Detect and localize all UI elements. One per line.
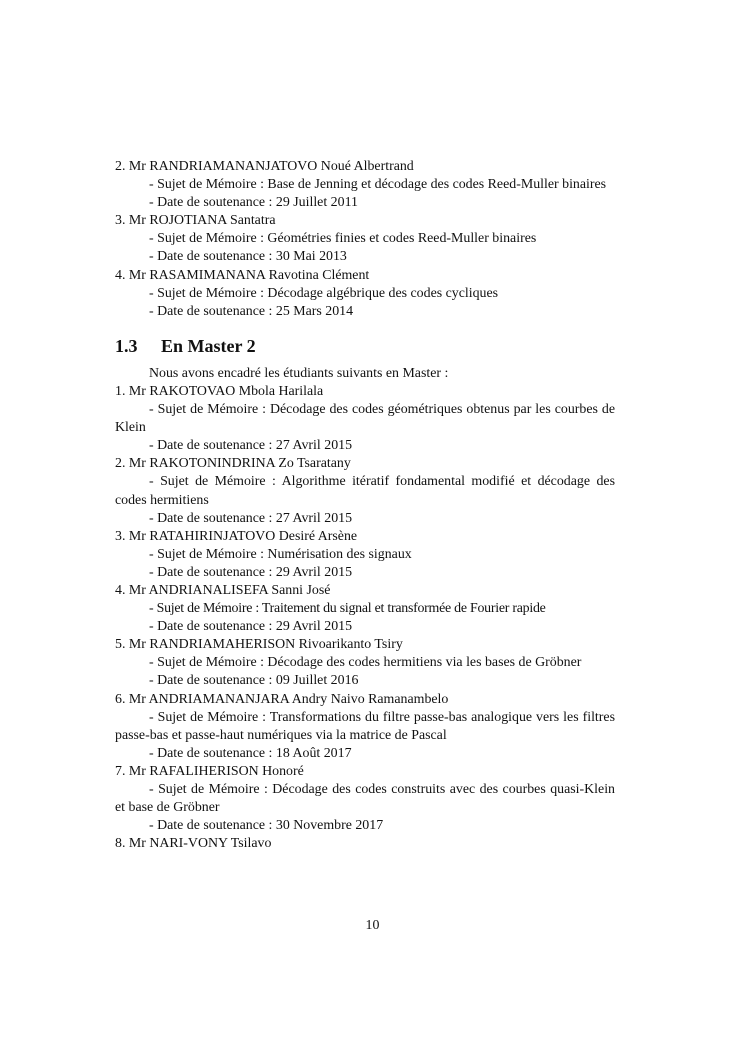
student-name: 3. Mr RATAHIRINJATOVO Desiré Arsène xyxy=(115,528,358,544)
student-entry xyxy=(115,455,615,527)
thesis-subject: - Sujet de Mémoire : Décodage algébrique des codes cycliques xyxy=(149,285,499,301)
defense-date: - Date de soutenance : 25 Mars 2014 xyxy=(149,303,354,319)
thesis-subject: - Sujet de Mémoire : Base de Jenning et décodage des codes Reed-Muller binaires xyxy=(149,177,607,193)
thesis-subject: - Sujet de Mémoire : Algorithme itératif fondamental modifié et décodage des codes hermitiens xyxy=(115,474,615,508)
page-number: 10 xyxy=(365,918,380,933)
student-name: 1. Mr RAKOTOVAO Mbola Harilala xyxy=(115,383,324,399)
page-content xyxy=(115,158,615,853)
defense-date: - Date de soutenance : 29 Juillet 2011 xyxy=(149,195,358,211)
defense-date: - Date de soutenance : 30 Novembre 2017 xyxy=(149,818,384,834)
student-entry xyxy=(115,691,615,763)
defense-date: - Date de soutenance : 18 Août 2017 xyxy=(149,745,352,761)
section-title: En Master 2 xyxy=(161,335,256,356)
student-name: 8. Mr NARI-VONY Tsilavo xyxy=(115,836,272,852)
student-entry xyxy=(115,383,615,455)
student-name: 2. Mr RAKOTONINDRINA Zo Tsaratany xyxy=(115,456,351,472)
thesis-subject: - Sujet de Mémoire : Décodage des codes construits avec des courbes quasi-Klein et base de Gröbner xyxy=(115,782,615,816)
thesis-subject: - Sujet de Mémoire : Décodage des codes hermitiens via les bases de Gröbner xyxy=(149,655,582,671)
student-name: 6. Mr ANDRIAMANANJARA Andry Naivo Ramanambelo xyxy=(115,691,449,707)
thesis-subject: - Sujet de Mémoire : Décodage des codes géométriques obtenus par les courbes de Klein xyxy=(115,402,615,436)
defense-date: - Date de soutenance : 27 Avril 2015 xyxy=(149,510,353,526)
student-entry xyxy=(115,835,615,853)
previous-entry xyxy=(115,267,615,321)
section-intro: Nous avons encadré les étudiants suivants en Master : xyxy=(149,365,449,381)
thesis-subject: - Sujet de Mémoire : Traitement du signal et transformée de Fourier rapide xyxy=(149,601,546,617)
student-name: 2. Mr RANDRIAMANANJATOVO Noué Albertrand xyxy=(115,159,414,174)
student-entry xyxy=(115,582,615,636)
student-name: 3. Mr ROJOTIANA Santatra xyxy=(115,213,276,229)
section-heading xyxy=(115,335,615,357)
student-entry xyxy=(115,528,615,582)
defense-date: - Date de soutenance : 30 Mai 2013 xyxy=(149,249,347,265)
previous-entry xyxy=(115,212,615,266)
defense-date: - Date de soutenance : 29 Avril 2015 xyxy=(149,564,353,580)
student-name: 5. Mr RANDRIAMAHERISON Rivoarikanto Tsiry xyxy=(115,637,403,653)
defense-date: - Date de soutenance : 27 Avril 2015 xyxy=(149,438,353,454)
student-entry xyxy=(115,763,615,835)
student-entry xyxy=(115,636,615,690)
student-name: 4. Mr ANDRIANALISEFA Sanni José xyxy=(115,582,331,598)
student-name: 7. Mr RAFALIHERISON Honoré xyxy=(115,763,304,779)
previous-entry xyxy=(115,158,615,212)
thesis-subject: - Sujet de Mémoire : Transformations du filtre passe-bas analogique vers les filtres passe-bas et passe-haut numériques via la matrice de Pascal xyxy=(115,709,615,743)
student-name: 4. Mr RASAMIMANANA Ravotina Clément xyxy=(115,267,370,283)
defense-date: - Date de soutenance : 09 Juillet 2016 xyxy=(149,673,359,689)
defense-date: - Date de soutenance : 29 Avril 2015 xyxy=(149,619,353,635)
thesis-subject: - Sujet de Mémoire : Numérisation des signaux xyxy=(149,546,412,562)
section-number: 1.3 xyxy=(115,335,138,356)
thesis-subject: - Sujet de Mémoire : Géométries finies et codes Reed-Muller binaires xyxy=(149,231,537,247)
